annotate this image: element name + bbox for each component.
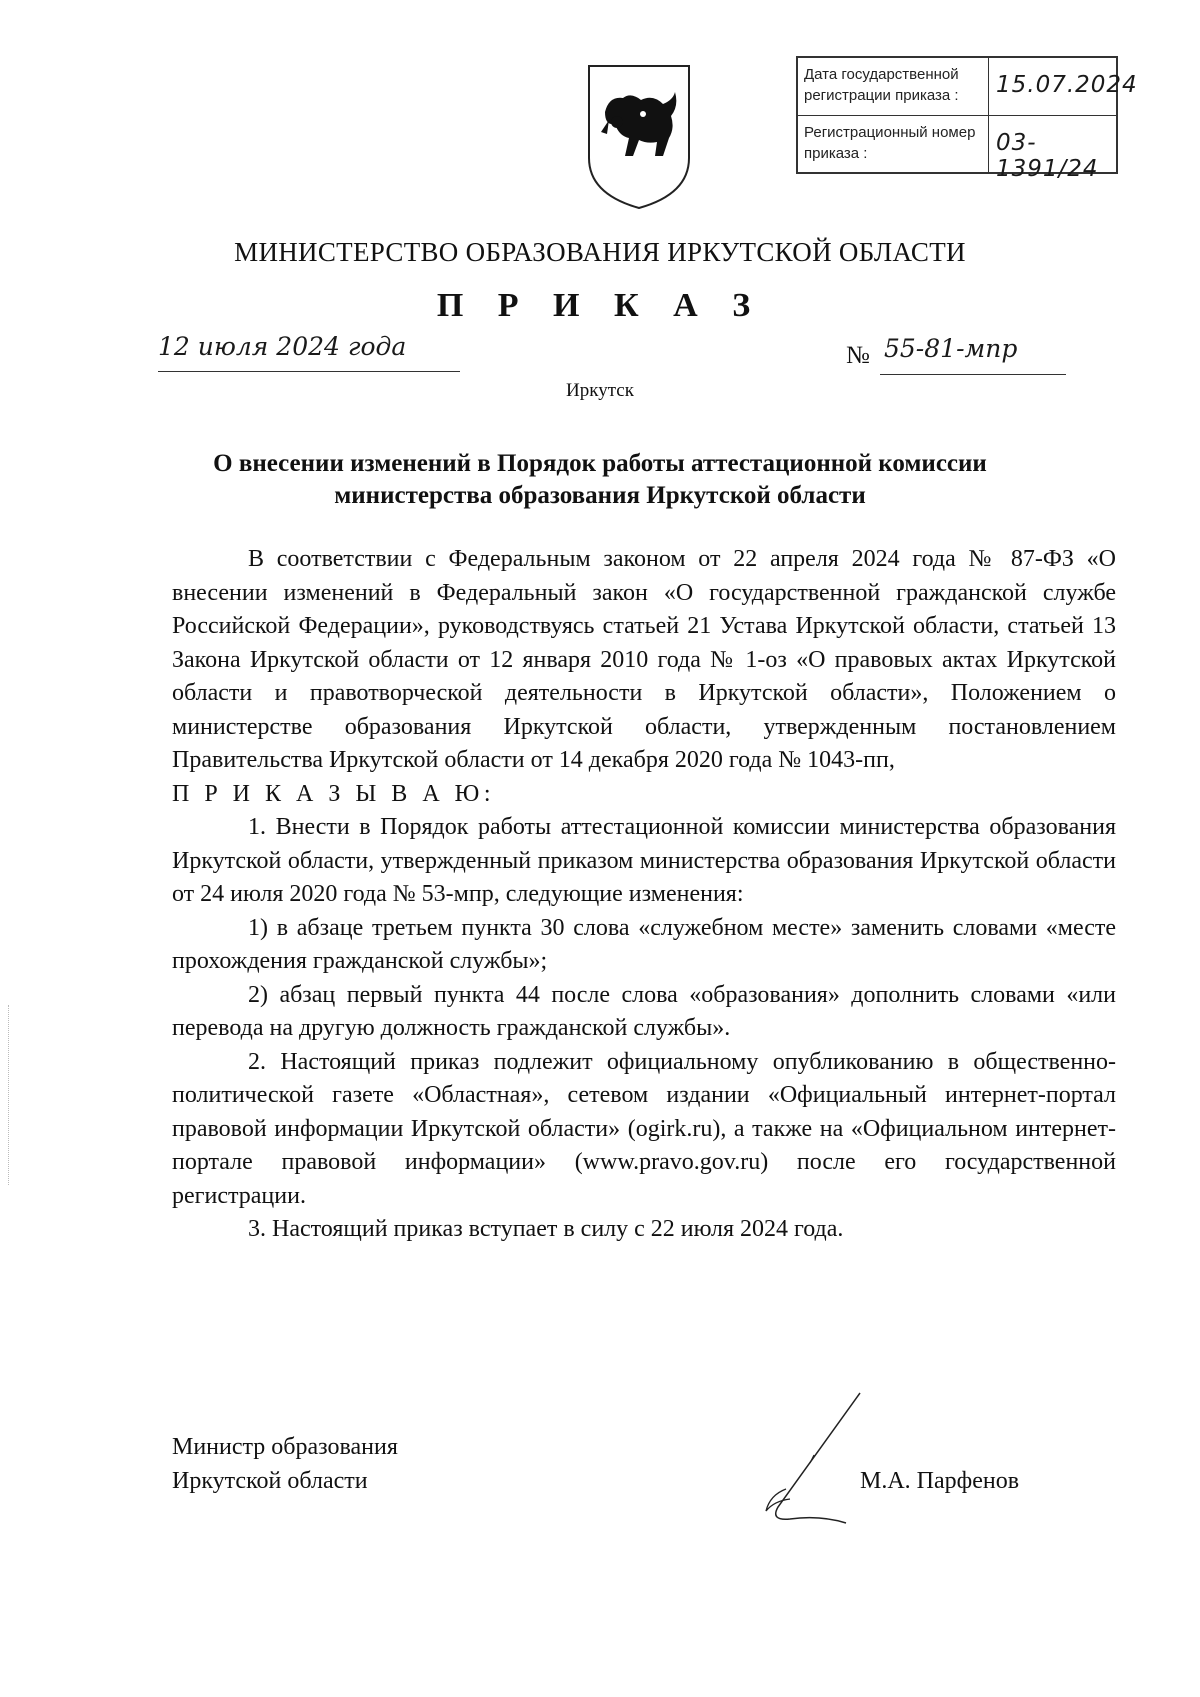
scan-margin-marks bbox=[8, 1005, 11, 1185]
stamp-date-value: 15.07.2024 bbox=[996, 72, 1138, 98]
stamp-row-number bbox=[798, 116, 1116, 182]
handwritten-signature bbox=[750, 1389, 880, 1529]
handwritten-number: 55-81-мпр bbox=[884, 334, 1018, 363]
position-line: Министр образования bbox=[172, 1434, 398, 1460]
registration-stamp bbox=[796, 56, 1138, 182]
document-heading: О внесении изменений в Порядок работы аттестационной комиссии министерства образования Иркутской области bbox=[213, 450, 987, 509]
stamp-date-label: Дата государственной регистрации приказа : bbox=[804, 66, 959, 104]
signatory-position bbox=[172, 1430, 398, 1498]
city-name: Иркутск bbox=[566, 380, 634, 401]
item-paragraph: 2. Настоящий приказ подлежит официальному опубликованию в общественно-политической газете «Областная», сетевом издании «Официальный интернет-портал правовой информации Иркутской области» (ogirk.ru), а также на «Официальном интернет-портале правовой информации» (www.pravo.gov.ru) после его государственной регистрации. bbox=[172, 1048, 1116, 1209]
position-line: Иркутской области bbox=[172, 1468, 368, 1494]
stamp-reg-value: 03-1391/24 bbox=[996, 130, 1099, 182]
stamp-divider bbox=[988, 116, 989, 173]
item-paragraph: 1) в абзаце третьем пункта 30 слова «служебном месте» заменить словами «месте прохождения гражданской службы»; bbox=[172, 914, 1116, 974]
stamp-reg-label: Регистрационный номер приказа : bbox=[804, 124, 976, 162]
coat-of-arms-emblem bbox=[583, 62, 695, 212]
ministry-name: МИНИСТЕРСТВО ОБРАЗОВАНИЯ ИРКУТСКОЙ ОБЛАСТИ bbox=[234, 237, 966, 267]
item-paragraph: 2) абзац первый пункта 44 после слова «образования» дополнить словами «или перевода на другую должность гражданской службы». bbox=[172, 981, 1116, 1041]
item-paragraph: 1. Внести в Порядок работы аттестационной комиссии министерства образования Иркутской области, утвержденный приказом министерства образования Иркутской области от 24 июля 2020 года № 53-мпр, следующие изменения: bbox=[172, 814, 1116, 907]
document-title: П Р И К А З bbox=[436, 287, 764, 324]
date-underline bbox=[158, 371, 460, 372]
stamp-divider bbox=[988, 58, 989, 115]
document-body bbox=[172, 543, 1116, 1247]
preamble-paragraph: В соответствии с Федеральным законом от 22 апреля 2024 года № 87-ФЗ «О внесении изменений в Федеральный закон «О государственной гражданской службе Российской Федерации», руководствуясь статьей 21 Устава Иркутской области, статьей 13 Закона Иркутской области от 12 января 2010 года № 1-оз «О правовых актах Иркутской области и правотворческой деятельности в Иркутской области», Положением о министерстве образования Иркутской области, утвержденным постановлением Правительства Иркутской области от 14 декабря 2020 года № 1043-пп, bbox=[172, 546, 1116, 773]
stamp-row-date bbox=[798, 58, 1138, 116]
order-word: П Р И К А З Ы В А Ю: bbox=[172, 780, 495, 807]
handwritten-date: 12 июля 2024 года bbox=[158, 332, 407, 361]
number-label: № bbox=[846, 342, 870, 369]
signatory-name: М.А. Парфенов bbox=[860, 1468, 1020, 1494]
item-paragraph: 3. Настоящий приказ вступает в силу с 22 июля 2024 года. bbox=[248, 1216, 844, 1242]
number-underline bbox=[880, 374, 1066, 375]
